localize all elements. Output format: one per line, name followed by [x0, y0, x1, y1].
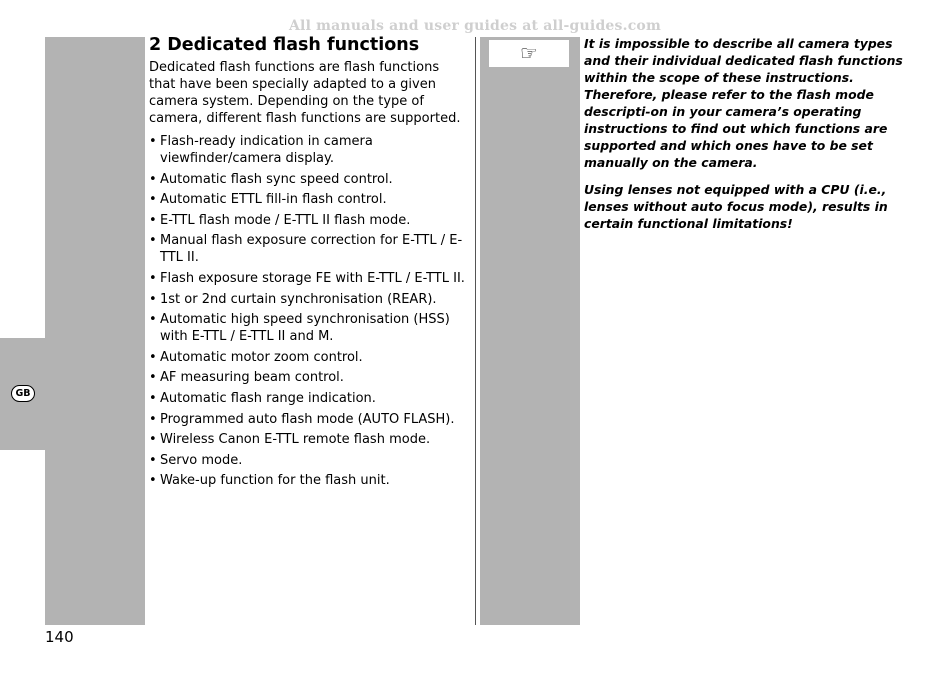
bullet-mark: •	[149, 233, 157, 249]
feature-item	[149, 133, 469, 167]
feature-text: Wake-up function for the flash unit.	[160, 473, 390, 489]
feature-text: Automatic motor zoom control.	[160, 349, 363, 365]
pointing-hand-icon: ☞	[489, 40, 569, 67]
page-number: 140	[45, 628, 74, 646]
feature-item	[149, 171, 469, 188]
note-paragraph: Using lenses not equipped with a CPU (i.e., lenses without auto focus mode), results in certain functional limitations!	[584, 182, 888, 231]
bullet-mark: •	[149, 390, 157, 406]
feature-text: Servo mode.	[160, 452, 243, 468]
feature-item	[149, 472, 469, 489]
feature-text: E-TTL flash mode / E-TTL II flash mode.	[160, 212, 411, 228]
watermark: All manuals and user guides at all-guides.com	[289, 18, 661, 34]
feature-item	[149, 390, 469, 407]
intro-paragraph: Dedicated flash functions are flash functions that have been specially adapted to a given camera system. Depending on the type of camera, different flash functions are supported.	[149, 60, 461, 126]
section-title: 2 Dedicated flash functions	[149, 35, 420, 55]
feature-item	[149, 349, 469, 366]
bullet-mark: •	[149, 171, 157, 187]
bullet-mark: •	[149, 349, 157, 365]
feature-item	[149, 452, 469, 469]
feature-text: Manual flash exposure correction for E-TTL / E-TTL II.	[160, 233, 463, 266]
feature-list	[149, 133, 469, 489]
feature-text: Automatic flash sync speed control.	[160, 171, 393, 187]
feature-text: Programmed auto flash mode (AUTO FLASH).	[160, 411, 455, 427]
feature-item	[149, 270, 469, 287]
bullet-mark: •	[149, 411, 157, 427]
feature-text: Flash-ready indication in camera viewfinder/camera display.	[160, 134, 373, 166]
feature-text: Automatic flash range indication.	[160, 390, 376, 406]
feature-item	[149, 311, 469, 345]
feature-text: 1st or 2nd curtain synchronisation (REAR).	[160, 291, 437, 307]
note-paragraph: It is impossible to describe all camera types and their individual dedicated flash functions within the scope of these instructions. Therefore, please refer to the flash mode descripti-on in your camera’s operating instructions to find out which functions are supported and which ones have to be set manually on the camera.	[584, 36, 903, 170]
bullet-mark: •	[149, 432, 157, 448]
feature-text: AF measuring beam control.	[160, 370, 344, 386]
bullet-mark: •	[149, 312, 157, 328]
feature-item	[149, 369, 469, 386]
bullet-mark: •	[149, 212, 157, 228]
feature-item	[149, 431, 469, 448]
bullet-mark: •	[149, 270, 157, 286]
main-column	[149, 35, 469, 493]
bullet-mark: •	[149, 473, 157, 489]
bullet-mark: •	[149, 291, 157, 307]
feature-item	[149, 191, 469, 208]
language-badge: GB	[11, 385, 35, 402]
feature-item	[149, 232, 469, 266]
bullet-mark: •	[149, 134, 157, 149]
feature-text: Flash exposure storage FE with E-TTL / E-TTL II.	[160, 270, 465, 286]
feature-item	[149, 291, 469, 308]
bullet-mark: •	[149, 452, 157, 468]
bullet-mark: •	[149, 192, 157, 208]
feature-item	[149, 212, 469, 229]
feature-text: Automatic high speed synchronisation (HSS) with E-TTL / E-TTL II and M.	[160, 312, 450, 345]
note-column	[584, 35, 914, 242]
left-margin-bar	[45, 37, 145, 625]
column-divider	[475, 37, 476, 625]
feature-text: Wireless Canon E-TTL remote flash mode.	[160, 432, 431, 448]
bullet-mark: •	[149, 370, 157, 386]
feature-item	[149, 411, 469, 428]
feature-text: Automatic ETTL fill-in flash control.	[160, 192, 387, 208]
note-margin-bar	[480, 37, 580, 625]
